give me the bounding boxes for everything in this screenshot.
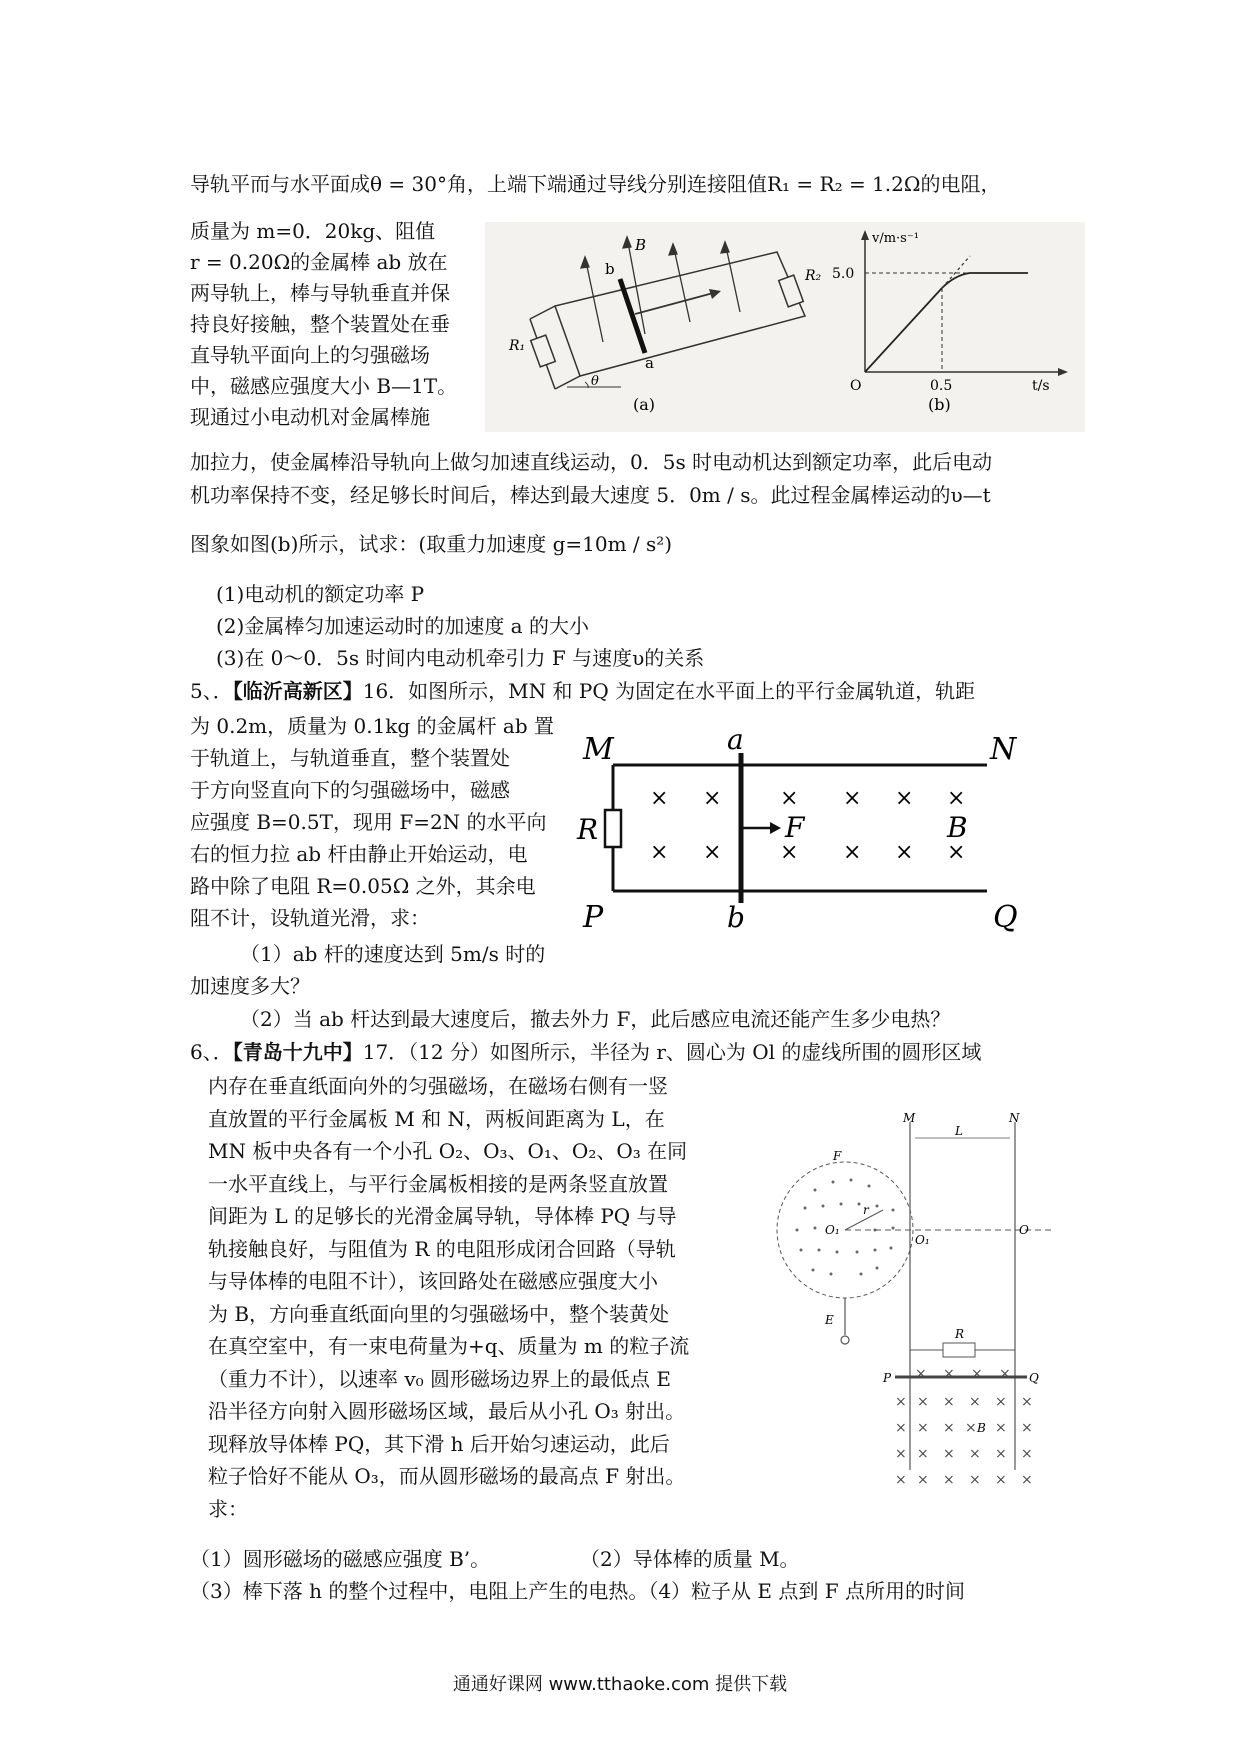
p4-figure-a <box>485 222 830 432</box>
field-cross: × <box>965 1420 977 1436</box>
label-B: B <box>635 236 647 254</box>
p4-wrap-line: 两导轨上，棒与导轨垂直并保 <box>190 281 450 305</box>
p5-number: 5、． <box>190 679 233 703</box>
p4-wrapped-text <box>190 216 457 433</box>
x-tick-label: 0.5 <box>930 378 953 394</box>
label-O1: O₁ <box>915 1233 930 1247</box>
field-cross: × <box>650 786 669 811</box>
p6-wrap-line: 内存在垂直纸面向外的匀强磁场，在磁场右侧有一竖 <box>208 1074 668 1098</box>
p6-heading <box>190 1038 981 1066</box>
velocity-curve-segment <box>942 273 1028 288</box>
field-cross: × <box>895 1420 907 1436</box>
p6-number: 6、． <box>190 1040 233 1064</box>
field-cross: × <box>995 1446 1007 1462</box>
field-cross: × <box>895 1446 907 1462</box>
field-cross: × <box>1021 1420 1033 1436</box>
field-cross: × <box>971 1366 983 1382</box>
p5-heading <box>190 677 975 705</box>
field-cross: × <box>1021 1472 1033 1488</box>
p4-line-a: 加拉力，使金属棒沿导轨向上做匀加速直线运动，0．5s 时电动机达到额定功率，此后电动 <box>190 450 993 474</box>
velocity-linear-segment <box>865 288 942 372</box>
label-B: B <box>977 1421 986 1435</box>
p6-figure <box>765 1110 1065 1500</box>
label-R: R <box>577 813 599 846</box>
field-cross: × <box>895 786 914 811</box>
field-cross: × <box>917 1394 929 1410</box>
p5-wrapped-text <box>190 710 554 934</box>
field-cross: × <box>969 1472 981 1488</box>
p6-wrap-line: 粒子恰好不能从 O₃，而从圆形磁场的最高点 F 射出。 <box>208 1464 686 1488</box>
p4-line-1: 导轨平而与水平面成θ = 30°角，上端下端通过导线分别连接阻值R₁ = R₂ = 1.2Ω的电阻， <box>190 172 1001 196</box>
caption-b: (b) <box>928 395 951 414</box>
label-P: P <box>883 1371 892 1385</box>
label-a: a <box>727 725 744 756</box>
p6-wrap-line: 求： <box>208 1496 248 1521</box>
p6-wrap-line: 一水平直线上，与平行金属板相接的是两条竖直放置 <box>208 1171 668 1196</box>
label-F: F <box>785 811 805 844</box>
p4-wrap-line: 质量为 m=0．20kg、阻值 <box>190 219 436 243</box>
label-Q: Q <box>1029 1371 1039 1385</box>
label-M: M <box>583 732 614 767</box>
p4-wrap-line: 持良好接触，整个装置处在垂 <box>190 312 450 336</box>
p6-question-2: （2）导体棒的质量 M。 <box>580 1547 800 1571</box>
p6-wrap-line: 轨接触良好，与阻值为 R 的电阻形成闭合回路（导轨 <box>208 1236 676 1261</box>
p6-wrap-line: 在真空室中，有一束电荷量为+q、质量为 m 的粒子流 <box>208 1334 690 1358</box>
field-cross: × <box>703 786 722 811</box>
resistor-r2 <box>779 275 804 307</box>
field-cross: × <box>969 1446 981 1462</box>
field-cross: × <box>943 1472 955 1488</box>
p6-heading-text: 17．（12 分）如图所示，半径为 r、圆心为 Ol 的虚线所围的圆形区域 <box>362 1040 982 1064</box>
y-tick-label: 5.0 <box>832 266 855 282</box>
x-axis-label: t/s <box>1032 378 1050 394</box>
p5-wrap-line: 阻不计，设轨道光滑，求： <box>190 906 430 930</box>
p6-wrap-line: MN 板中央各有一个小孔 O₂、O₃、O₁、O₂、O₃ 在同 <box>208 1139 688 1163</box>
caption-a: (a) <box>633 395 656 414</box>
p4-question-3: (3)在 0～0．5s 时间内电动机牵引力 F 与速度υ的关系 <box>216 646 705 670</box>
resistor-R <box>605 810 621 847</box>
field-cross: × <box>999 1366 1011 1382</box>
label-N: N <box>990 732 1017 767</box>
label-B: B <box>947 811 968 844</box>
field-cross: × <box>995 1394 1007 1410</box>
field-cross: × <box>1021 1446 1033 1462</box>
p4-question-2: (2)金属棒匀加速运动时的加速度 a 的大小 <box>216 614 589 638</box>
page-footer: 通通好课网 www.tthaoke.com 提供下载 <box>452 1674 788 1695</box>
p5-wrap-line: 路中除了电阻 R=0.05Ω 之外，其余电 <box>190 874 536 898</box>
label-L: L <box>955 1124 963 1138</box>
field-cross: × <box>843 840 862 865</box>
p5-wrap-line: 于轨道上，与轨道垂直，整个装置处 <box>190 746 510 770</box>
label-b: b <box>727 901 745 934</box>
force-arrow <box>770 822 781 834</box>
p6-wrap-line: 与导体棒的电阻不计），该回路处在磁感应强度大小 <box>208 1269 658 1293</box>
p6-wrap-line: 现释放导体棒 PQ，其下滑 h 后开始匀速运动，此后 <box>208 1431 670 1456</box>
label-O: O <box>1019 1223 1029 1237</box>
field-cross: × <box>917 1472 929 1488</box>
field-cross: × <box>917 1446 929 1462</box>
p5-figure <box>575 725 1065 945</box>
p4-wrap-line: 中，磁感应强度大小 B—1T。 <box>190 374 458 398</box>
p6-question-3-4: （3）棒下落 h 的整个过程中，电阻上产生的电热。（4）粒子从 E 点到 F 点所用的时间 <box>190 1579 965 1603</box>
field-cross: × <box>895 840 914 865</box>
p4-line-c: 图象如图(b)所示，试求：(取重力加速度 g=10m / s²) <box>190 532 673 556</box>
field-cross: × <box>917 1420 929 1436</box>
field-cross: × <box>843 786 862 811</box>
p6-wrap-line: 直放置的平行金属板 M 和 N，两板间距离为 L，在 <box>208 1106 665 1131</box>
p5-wrap-line: 于方向竖直向下的匀强磁场中，磁感 <box>190 778 510 802</box>
field-cross: × <box>703 840 722 865</box>
p4-wrap-line: r = 0.20Ω的金属棒 ab 放在 <box>190 250 448 274</box>
p5-question-1b: 加速度多大？ <box>190 974 310 998</box>
p5-question-2: （2）当 ab 杆达到最大速度后，撤去外力 F，此后感应电流还能产生多少电热？ <box>240 1007 951 1031</box>
field-cross: × <box>780 786 799 811</box>
resistor-r1 <box>531 335 556 367</box>
label-a: a <box>645 354 654 372</box>
p4-figure-b <box>830 222 1085 432</box>
field-cross: × <box>1021 1394 1033 1410</box>
p5-wrap-line: 应强度 B=0.5T，现用 F=2N 的水平向 <box>190 810 547 834</box>
origin-label: O <box>850 378 862 394</box>
field-cross: × <box>969 1394 981 1410</box>
label-O1-circle: O₁ <box>825 1223 840 1237</box>
p6-question-1: （1）圆形磁场的磁感应强度 B’。 <box>190 1547 491 1571</box>
p6-wrap-line: （重力不计），以速率 v₀ 圆形磁场边界上的最低点 E <box>208 1366 671 1391</box>
p6-wrapped-text <box>208 1070 689 1525</box>
field-cross: × <box>943 1394 955 1410</box>
p6-wrap-line: 为 B，方向垂直纸面向里的匀强磁场中，整个装黄处 <box>208 1301 670 1326</box>
p6-source: 【青岛十九中】 <box>232 1040 363 1064</box>
label-R2: R₂ <box>805 268 822 284</box>
label-R1: R₁ <box>509 338 526 354</box>
label-F: F <box>833 1149 842 1163</box>
p5-question-1a: （1）ab 杆的速度达到 5m/s 时的 <box>240 942 546 966</box>
p5-source: 【临沂高新区】 <box>232 679 363 703</box>
field-cross: × <box>895 1472 907 1488</box>
field-cross: × <box>915 1366 927 1382</box>
p4-line-b: 机功率保持不变，经足够长时间后，棒达到最大速度 5．0m / s。此过程金属棒运动的υ—t <box>190 483 991 507</box>
label-N: N <box>1009 1111 1020 1125</box>
y-axis-label: v/m·s⁻¹ <box>872 231 919 246</box>
label-R: R <box>955 1327 965 1341</box>
label-b: b <box>605 260 615 278</box>
label-theta: θ <box>591 374 599 389</box>
p5-heading-text: 16．如图所示，MN 和 PQ 为固定在水平面上的平行金属轨道，轨距 <box>362 679 976 703</box>
p4-question-1: (1)电动机的额定功率 P <box>216 582 425 606</box>
field-cross: × <box>943 1446 955 1462</box>
p6-wrap-line: 间距为 L 的足够长的光滑金属导轨，导体棒 PQ 与导 <box>208 1204 677 1228</box>
field-cross: × <box>947 840 966 865</box>
label-P: P <box>583 900 604 935</box>
label-M: M <box>903 1111 916 1125</box>
field-cross: × <box>650 840 669 865</box>
label-Q: Q <box>993 900 1018 935</box>
field-cross: × <box>943 1366 955 1382</box>
p5-wrap-line: 为 0.2m，质量为 0.1kg 的金属杆 ab 置 <box>190 714 555 738</box>
field-cross: × <box>780 840 799 865</box>
field-cross: × <box>947 786 966 811</box>
label-r: r <box>863 1203 869 1217</box>
field-cross: × <box>995 1420 1007 1436</box>
resistor-R <box>943 1343 975 1357</box>
field-cross: × <box>943 1420 955 1436</box>
field-cross: × <box>895 1394 907 1410</box>
p6-wrap-line: 沿半径方向射入圆形磁场区域，最后从小孔 O₃ 射出。 <box>208 1399 686 1423</box>
field-cross: × <box>995 1472 1007 1488</box>
p4-wrap-line: 直导轨平面向上的匀强磁场 <box>190 343 430 367</box>
p5-wrap-line: 右的恒力拉 ab 杆由静止开始运动，电 <box>190 842 528 866</box>
label-E: E <box>825 1313 834 1327</box>
p4-wrap-line: 现通过小电动机对金属棒施 <box>190 405 430 429</box>
